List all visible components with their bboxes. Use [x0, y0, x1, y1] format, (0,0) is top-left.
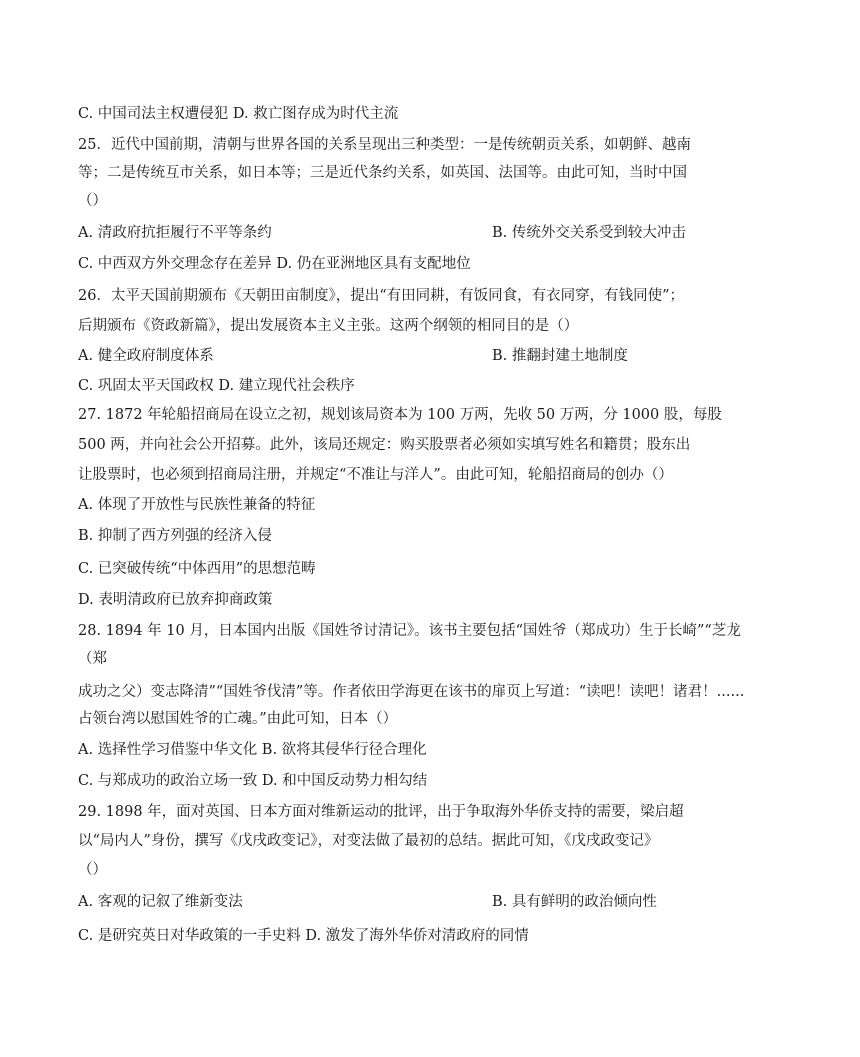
q26-options-ab [78, 346, 628, 366]
q26-option-a: A. 健全政府制度体系 [78, 348, 214, 364]
q29-stem-line2: 以“局内人”身份，撰写《戊戌政变记》，对变法做了最初的总结。据此可知，《戊戌政变记》 [78, 833, 659, 849]
q25-stem-line1: 25．近代中国前期，清朝与世界各国的关系呈现出三种类型：一是传统朝贡关系，如朝鲜、越南 [78, 137, 691, 153]
q27-option-b: B. 抑制了西方列强的经济入侵 [78, 528, 272, 544]
q25-stem-line2: 等；二是传统互市关系，如日本等；三是近代条约关系，如英国、法国等。由此可知，当时中国 [78, 165, 687, 181]
q25-option-a: A. 清政府抗拒履行不平等条约 [78, 225, 272, 241]
q28-stem-line1: 28. 1894 年 10 月，日本国内出版《国姓爷讨清记》。该书主要包括“国姓爷（郑成功）生于长崎”“芝龙 [78, 623, 741, 639]
q27-stem-line3: 让股票时，也必须到招商局注册，并规定“不准让与洋人”。由此可知，轮船招商局的创办（） [78, 467, 673, 483]
q29-options-ab [78, 892, 657, 912]
q27-stem-line1: 27. 1872 年轮船招商局在设立之初，规划该局资本为 100 万两，先收 50 万两，分 1000 股，每股 [78, 407, 722, 423]
q28-options-ab: A. 选择性学习借鉴中华文化 B. 欲将其侵华行径合理化 [78, 742, 427, 758]
q28-stem-line2: 成功之父）变志降清”“国姓爷伐清”等。作者依田学海更在该书的扉页上写道：“读吧！读吧！诸君！...... [78, 684, 745, 700]
q26-stem-line2: 后期颁布《资政新篇》，提出发展资本主义主张。这两个纲领的相同目的是（） [78, 318, 579, 334]
q24-options-cd: C. 中国司法主权遭侵犯 D. 救亡图存成为时代主流 [78, 106, 399, 122]
q27-stem-line2: 500 两，并向社会公开招募。此外，该局还规定：购买股票者必须如实填写姓名和籍贯；股东出 [78, 437, 691, 453]
q29-option-a: A. 客观的记叙了维新变法 [78, 894, 243, 910]
q27-option-c: C. 已突破传统“中体西用”的思想范畴 [78, 561, 316, 577]
q26-stem-line1: 26．太平天国前期颁布《天朝田亩制度》，提出“有田同耕，有饭同食，有衣同穿，有钱同使”； [78, 288, 685, 304]
q25-option-b: B. 传统外交关系受到较大冲击 [492, 225, 686, 241]
q29-option-b: B. 具有鲜明的政治倾向性 [492, 894, 657, 910]
q25-answer-blank: （） [78, 193, 107, 209]
q28-options-cd: C. 与郑成功的政治立场一致 D. 和中国反动势力相勾结 [78, 773, 428, 789]
q28-stem-line1-wrap: （郑 [78, 651, 107, 667]
q27-option-d: D. 表明清政府已放弃抑商政策 [78, 592, 273, 608]
q25-options-ab [78, 223, 686, 243]
q26-options-cd: C. 巩固太平天国政权 D. 建立现代社会秩序 [78, 378, 355, 394]
q28-stem-line3: 占领台湾以慰国姓爷的亡魂。”由此可知，日本（） [78, 711, 398, 727]
q27-option-a: A. 体现了开放性与民族性兼备的特征 [78, 497, 316, 513]
q25-options-cd: C. 中西双方外交理念存在差异 D. 仍在亚洲地区具有支配地位 [78, 256, 471, 272]
q29-stem-line1: 29. 1898 年，面对英国、日本方面对维新运动的批评，出于争取海外华侨支持的需要，梁启超 [78, 804, 684, 820]
q29-answer-blank: （） [78, 862, 107, 878]
q26-option-b: B. 推翻封建土地制度 [492, 348, 628, 364]
q29-options-cd: C. 是研究英日对华政策的一手史料 D. 激发了海外华侨对清政府的同情 [78, 928, 529, 944]
